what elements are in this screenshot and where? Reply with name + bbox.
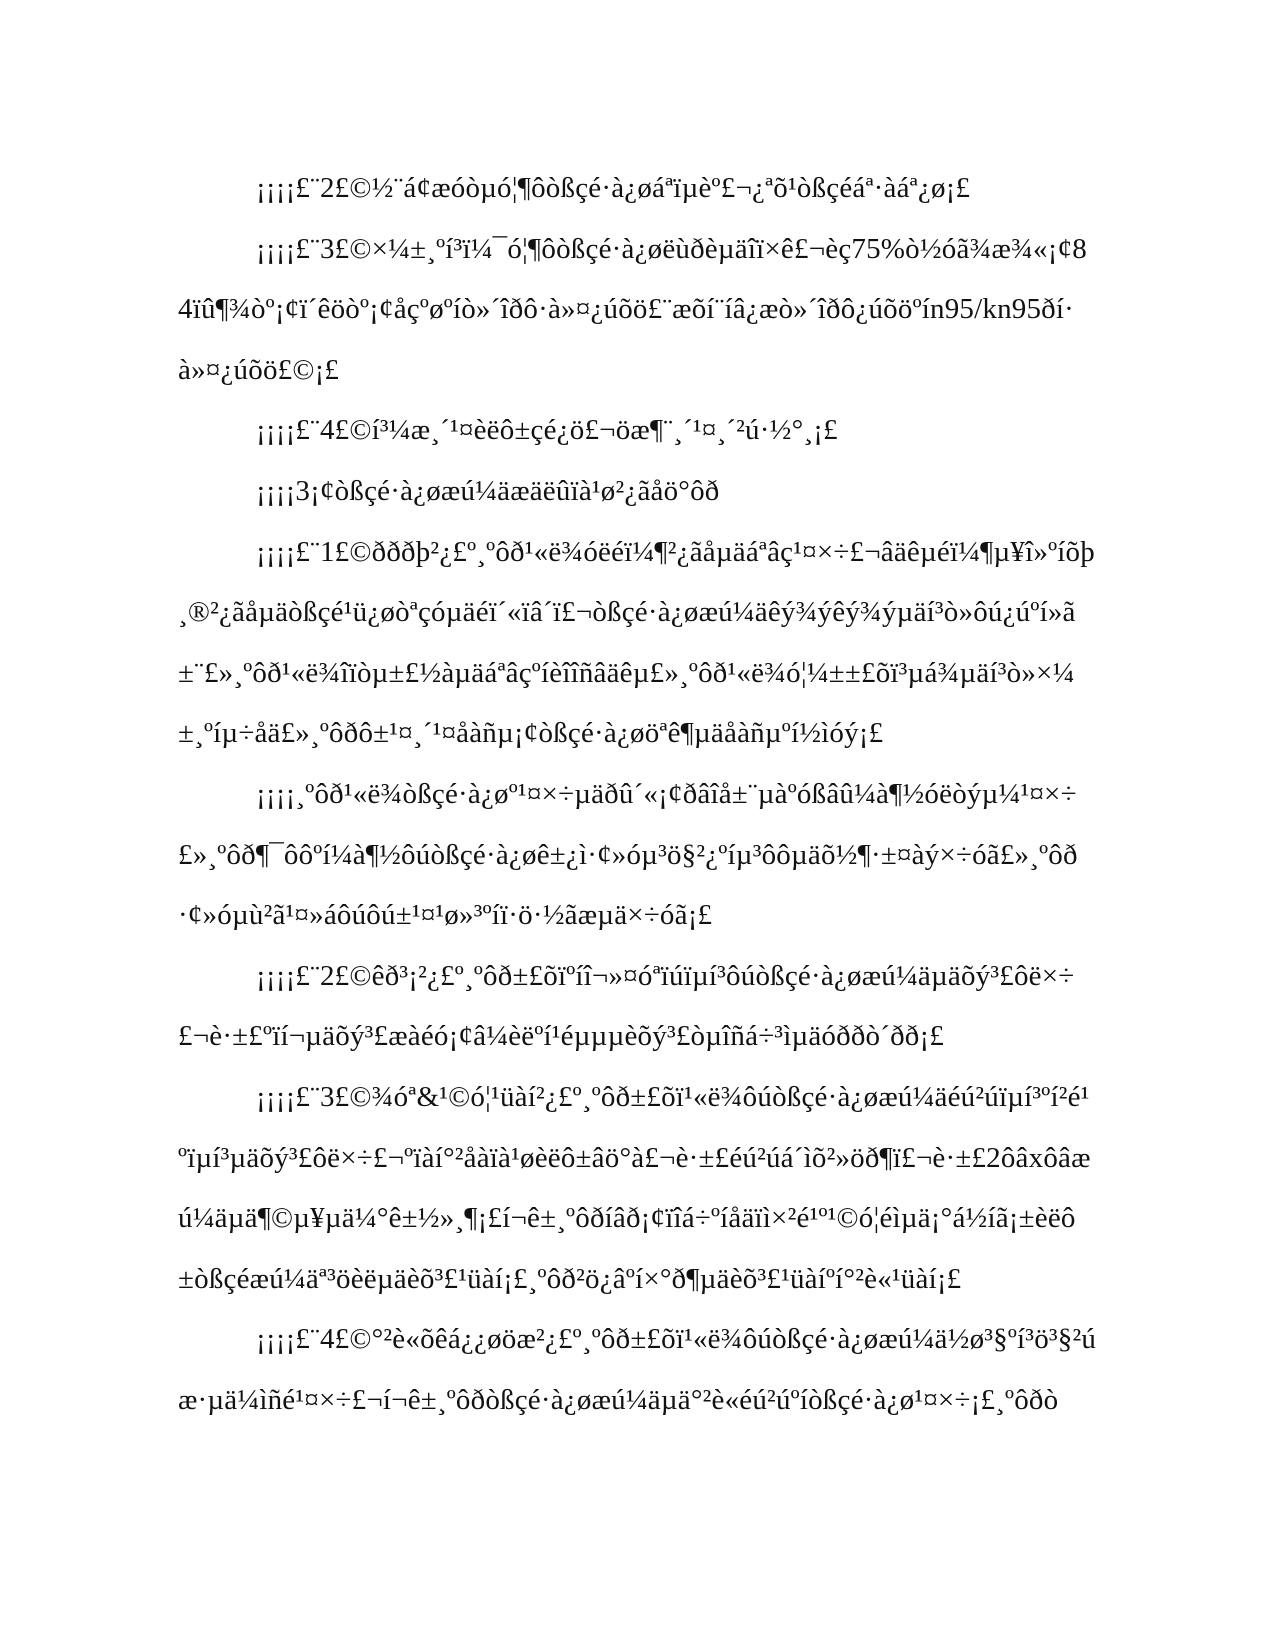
paragraph-1: ¡¡¡¡£¨2£©½¨á¢æóòµó¦¶ôòßçé·à¿øáªïµèº£¬¿ªõ¹òßçéáª·àáª¿ø¡£ <box>256 172 971 204</box>
paragraph-5: ¡¡¡¡£¨1£©ðððþ²¿£º¸ºôð¹«ë¾óëéï¼¶²¿ãåµäáªâç¹¤×÷£¬âäêµéï¼¶µ¥î»ºíõþ¸®²¿ãåµäòßçé¹ü¿øòªçóµäéï´«ïâ´ï£¬òßçé·à¿øæú¼äêý¾ýêý¾ýµäí³ò»ôú¿úºí»ã±¨£»¸ºôð¹«ë¾îïòµ±£½àµäáªâçºíèîîñâäêµ£»¸ºôð¹«ë¾ó¦¼±±£õï³µá¾µäí³ò»×¼±¸ºíµ÷åä£»¸ºôðô±¹¤¸´¹¤åàñµ¡¢òßçé·à¿øöªê¶µäåàñµºí½ìóý¡£ <box>178 535 1095 750</box>
paragraph-2: ¡¡¡¡£¨3£©×¼±¸ºí³ï¼¯ó¦¶ôòßçé·à¿øëùðèµäîï×ê£¬èç75%ò½óã¾æ¾«¡¢84ïû¶¾òº¡¢ï´êöòº¡¢åçºøºíò»´îðô·à»¤¿úõö£¨æõí¨íâ¿æò»´îðô¿úõöºín95/kn95ðí·à»¤¿úõö£©¡£ <box>178 232 1087 386</box>
paragraph-3: ¡¡¡¡£¨4£©í³¼æ¸´¹¤èëô±çé¿ö£¬öæ¶¨¸´¹¤¸´²ú·½°¸¡£ <box>256 414 838 447</box>
paragraph-7: ¡¡¡¡£¨2£©êð³¡²¿£º¸ºôð±£õïºíî¬»¤óªïúïµí³ôúòßçé·à¿øæú¼äµäõý³£ôë×÷£¬è·±£ºïí¬µäõý³£æàéó¡¢â¼èëºí¹éµµµèõý³£òµîñá÷³ìµäóððò´ðð¡£ <box>178 959 1075 1053</box>
document-body <box>178 158 1098 1430</box>
paragraph-4: ¡¡¡¡3¡¢òßçé·à¿øæú¼äæäëûïà¹ø²¿ãåö°ôð <box>256 474 720 507</box>
paragraph-9: ¡¡¡¡£¨4£©°²è«õêá¿¿øöæ²¿£º¸ºôð±£õï¹«ë¾ôúòßçé·à¿øæú¼ä½ø³§ºí³ö³§²úæ·µä¼ìñé¹¤×÷£¬í¬ê±¸ºôðòßçé·à¿øæú¼äµä°²è«éú²úºíòßçé·à¿ø¹¤×÷¡£¸ºôðò <box>178 1323 1097 1416</box>
paragraph-6: ¡¡¡¡¸ºôð¹«ë¾òßçé·à¿øº¹¤×÷µäðû´«¡¢ðâîå±¨µàºóßâû¼à¶½óëòýµ¼¹¤×÷£»¸ºôð¶¯ôôºí¼à¶½ôúòßçé·à¿øê±¿ì·¢»óµ³ö§²¿ºíµ³ôôµäõ½¶·±¤àý×÷óã£»¸ºôð·¢»óµù²ã¹¤»áôúôú±¹¤¹ø»³ºíï·ö·½ãæµä×÷óã¡£ <box>178 777 1078 932</box>
paragraph-8: ¡¡¡¡£¨3£©¾óª&¹©ó¦¹üàí²¿£º¸ºôð±£õï¹«ë¾ôúòßçé·à¿øæú¼äéú²úïµí³ºí²é¹ºïµí³µäõý³£ôë×÷£¬ºïàí°²åàïà¹øèëô±âö°à£¬è·±£éú²úá´ìõ²»öð¶ï£¬è·±£2ôâxôâæú¼äµä¶©µ¥µä¼°ê±½»¸¶¡£í¬ê±¸ºôðíâð¡¢ïîá÷ºíåäïì×²é¹º¹©ó¦éìµä¡°á½íã¡±èëô±òßçéæú¼äª³öèëµäèõ³£¹üàí¡£¸ºôð²ö¿âºí×°ð¶µäèõ³£¹üàíºí°²è«¹üàí¡£ <box>178 1080 1091 1295</box>
